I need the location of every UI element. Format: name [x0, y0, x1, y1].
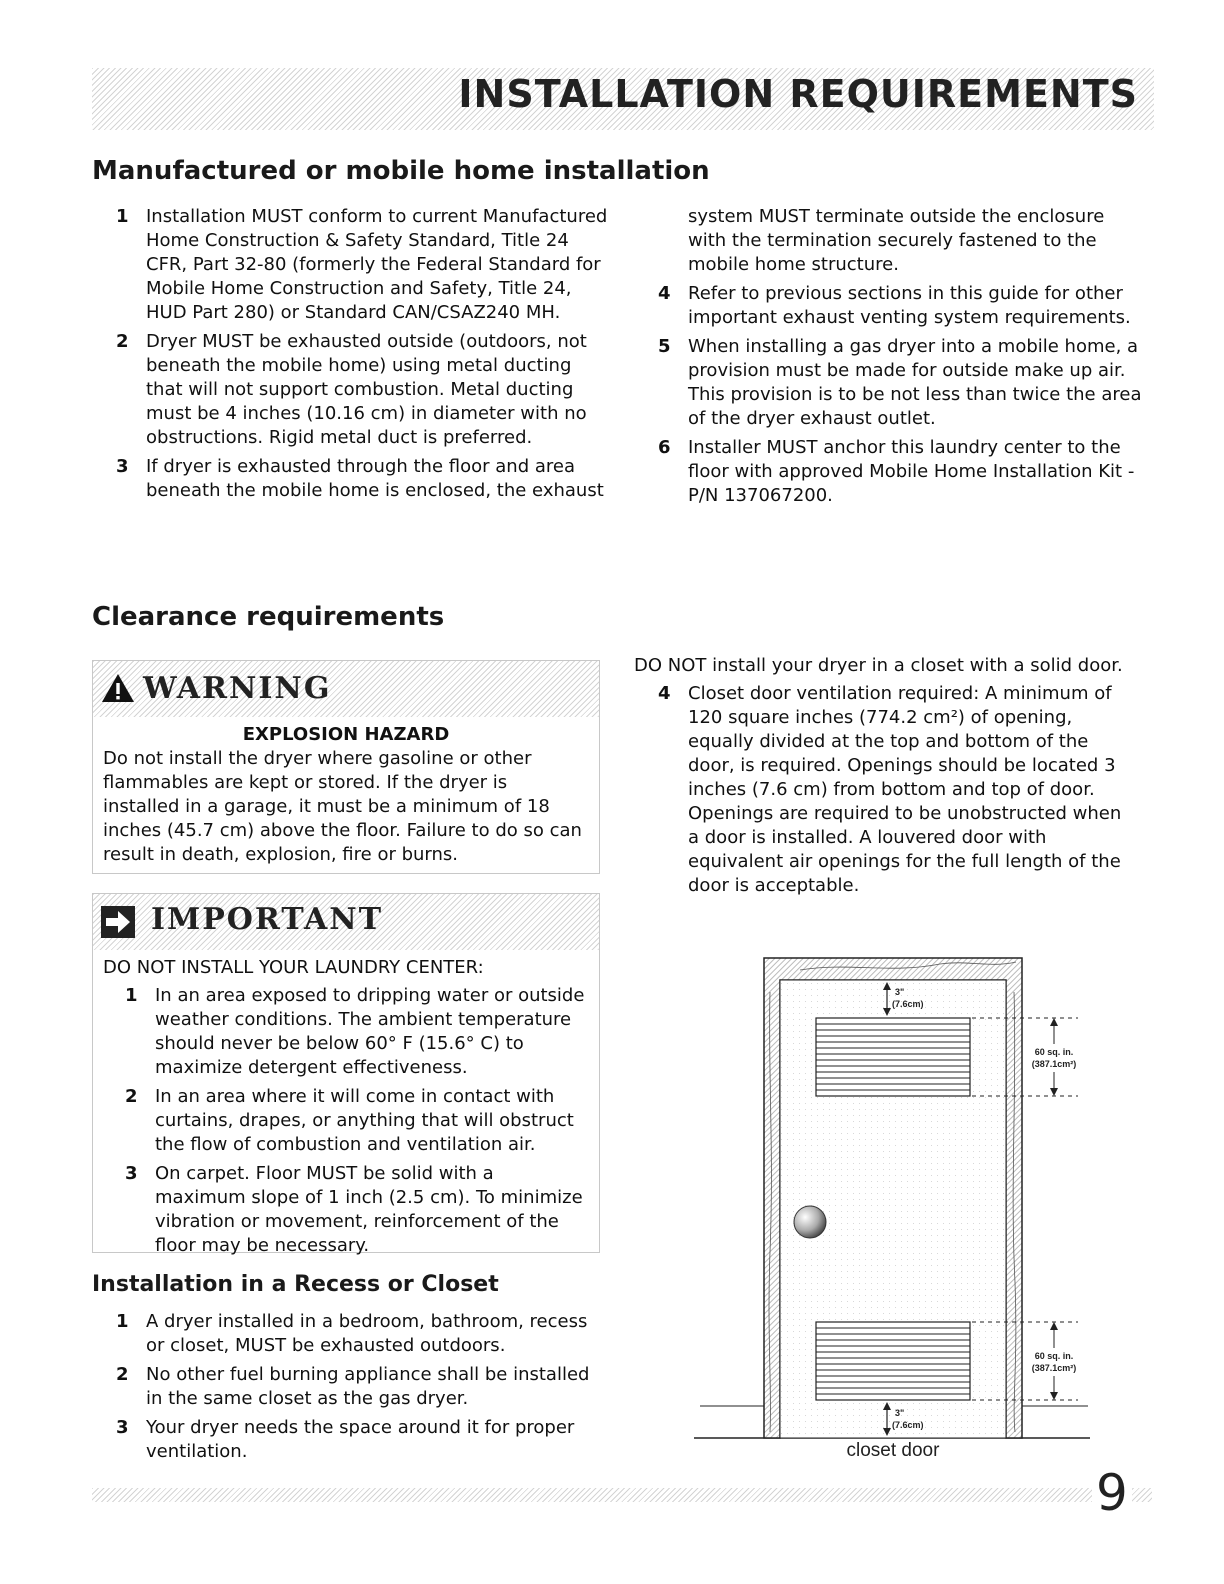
closet-text-column: [634, 654, 1134, 903]
top-louver: [816, 1018, 970, 1096]
recess-column: [92, 1310, 608, 1469]
arrow-icon: [101, 906, 135, 938]
list-item: 4 Closet door ventilation required: A minimum of 120 square inches (774.2 cm²) of opening, equally divided at the top and bottom of the door, is required. Openings should be located 3 inches (7.6 cm) from bottom and top of door. Openings are required to be unobstructed when a door is installed. A louvered door with equivalent air openings for the full length of the door is acceptable.: [658, 683, 1122, 896]
bottom-gap-cm-label: (7.6cm): [892, 1420, 924, 1430]
warning-title: WARNING: [143, 671, 332, 706]
list-item: 2 In an area where it will come in contact with curtains, drapes, or anything that will obstruct the flow of combustion and ventilation air.: [125, 1086, 574, 1155]
mobile-home-heading: Manufactured or mobile home installation: [92, 156, 710, 186]
bottom-area-cm-label: (387.1cm²): [1031, 1363, 1077, 1373]
list-item: 3 If dryer is exhausted through the floor and area beneath the mobile home is enclosed, the exhaust: [116, 456, 604, 501]
diagram-caption: closet door: [846, 1440, 940, 1461]
important-title: IMPORTANT: [151, 902, 384, 937]
important-box: [92, 893, 600, 1256]
top-gap-label: 3": [895, 987, 905, 997]
warning-subtitle: EXPLOSION HAZARD: [242, 724, 450, 745]
list-item: 1 Installation MUST conform to current Manufactured Home Construction & Safety Standard, Title 24 CFR, Part 32-80 (formerly the Federal Standard for Mobile Home Construction and Safety, Title 24, HUD Part 280) or Standard CAN/CSAZ240 MH.: [116, 206, 608, 323]
clearance-heading: Clearance requirements: [92, 602, 445, 632]
list-item: 6 Installer MUST anchor this laundry center to the floor with approved Mobile Home Installation Kit - P/N 137067200.: [658, 437, 1135, 506]
top-area-label: 60 sq. in.: [1034, 1047, 1074, 1057]
closet-door-diagram: [690, 952, 1100, 1464]
warning-header: [93, 661, 599, 717]
page-number: 9: [1092, 1464, 1132, 1522]
list-continuation: system MUST terminate outside the enclosure with the termination securely fastened to the mobile home structure.: [688, 206, 1105, 275]
header-banner: [92, 68, 1154, 130]
list-item: 2 No other fuel burning appliance shall be installed in the same closet as the gas dryer.: [116, 1364, 590, 1409]
bottom-gap-label: 3": [895, 1408, 905, 1418]
list-item: 5 When installing a gas dryer into a mobile home, a provision must be made for outside make up air. This provision is to be not less than twice the area of the dryer exhaust outlet.: [658, 336, 1142, 429]
door-knob: [794, 1206, 826, 1238]
mobile-left-column: [92, 205, 612, 508]
list-item: 1 A dryer installed in a bedroom, bathroom, recess or closet, MUST be exhausted outdoors.: [116, 1311, 588, 1356]
mobile-list-left: [92, 205, 612, 503]
warning-text: Do not install the dryer where gasoline or other flammables are kept or stored. If the dryer is installed in a garage, it must be a minimum of 18 inches (45.7 cm) above the floor. Failure to do so can result in death, explosion, fire or burns.: [103, 748, 582, 865]
recess-list: [92, 1310, 608, 1464]
bottom-louver: [816, 1322, 970, 1400]
top-area-cm-label: (387.1cm²): [1031, 1059, 1077, 1069]
list-item: 3 Your dryer needs the space around it for proper ventilation.: [116, 1417, 575, 1462]
list-item: 3 On carpet. Floor MUST be solid with a maximum slope of 1 inch (2.5 cm). To minimize vibration or movement, reinforcement of the floor may be necessary.: [125, 1163, 583, 1256]
recess-heading: Installation in a Recess or Closet: [92, 1272, 499, 1297]
footer-bar: [92, 1488, 1152, 1502]
list-item: 1 In an area exposed to dripping water or outside weather conditions. The ambient temperature should never be below 60° F (15.6° C) to maximize detergent effectiveness.: [125, 985, 585, 1078]
mobile-list-right: [634, 282, 1146, 508]
important-intro: DO NOT INSTALL YOUR LAUNDRY CENTER:: [103, 957, 484, 978]
banner-title: INSTALLATION REQUIREMENTS: [458, 72, 1138, 116]
mobile-right-column: [634, 205, 1146, 513]
bottom-area-label: 60 sq. in.: [1034, 1351, 1074, 1361]
warning-box: [92, 660, 600, 874]
important-header: [93, 894, 599, 950]
top-gap-cm-label: (7.6cm): [892, 999, 924, 1009]
closet-list: [634, 682, 1134, 898]
important-list: [93, 984, 599, 1258]
solid-door-note: DO NOT install your dryer in a closet with a solid door.: [634, 655, 1123, 676]
warning-triangle-icon: [101, 673, 135, 703]
list-item: 2 Dryer MUST be exhausted outside (outdoors, not beneath the mobile home) using metal ducting that will not support combustion. Metal ducting must be 4 inches (10.16 cm) in diameter with no obstructions. Rigid metal duct is preferred.: [116, 331, 587, 448]
list-item: 4 Refer to previous sections in this guide for other important exhaust venting system requirements.: [658, 283, 1131, 328]
